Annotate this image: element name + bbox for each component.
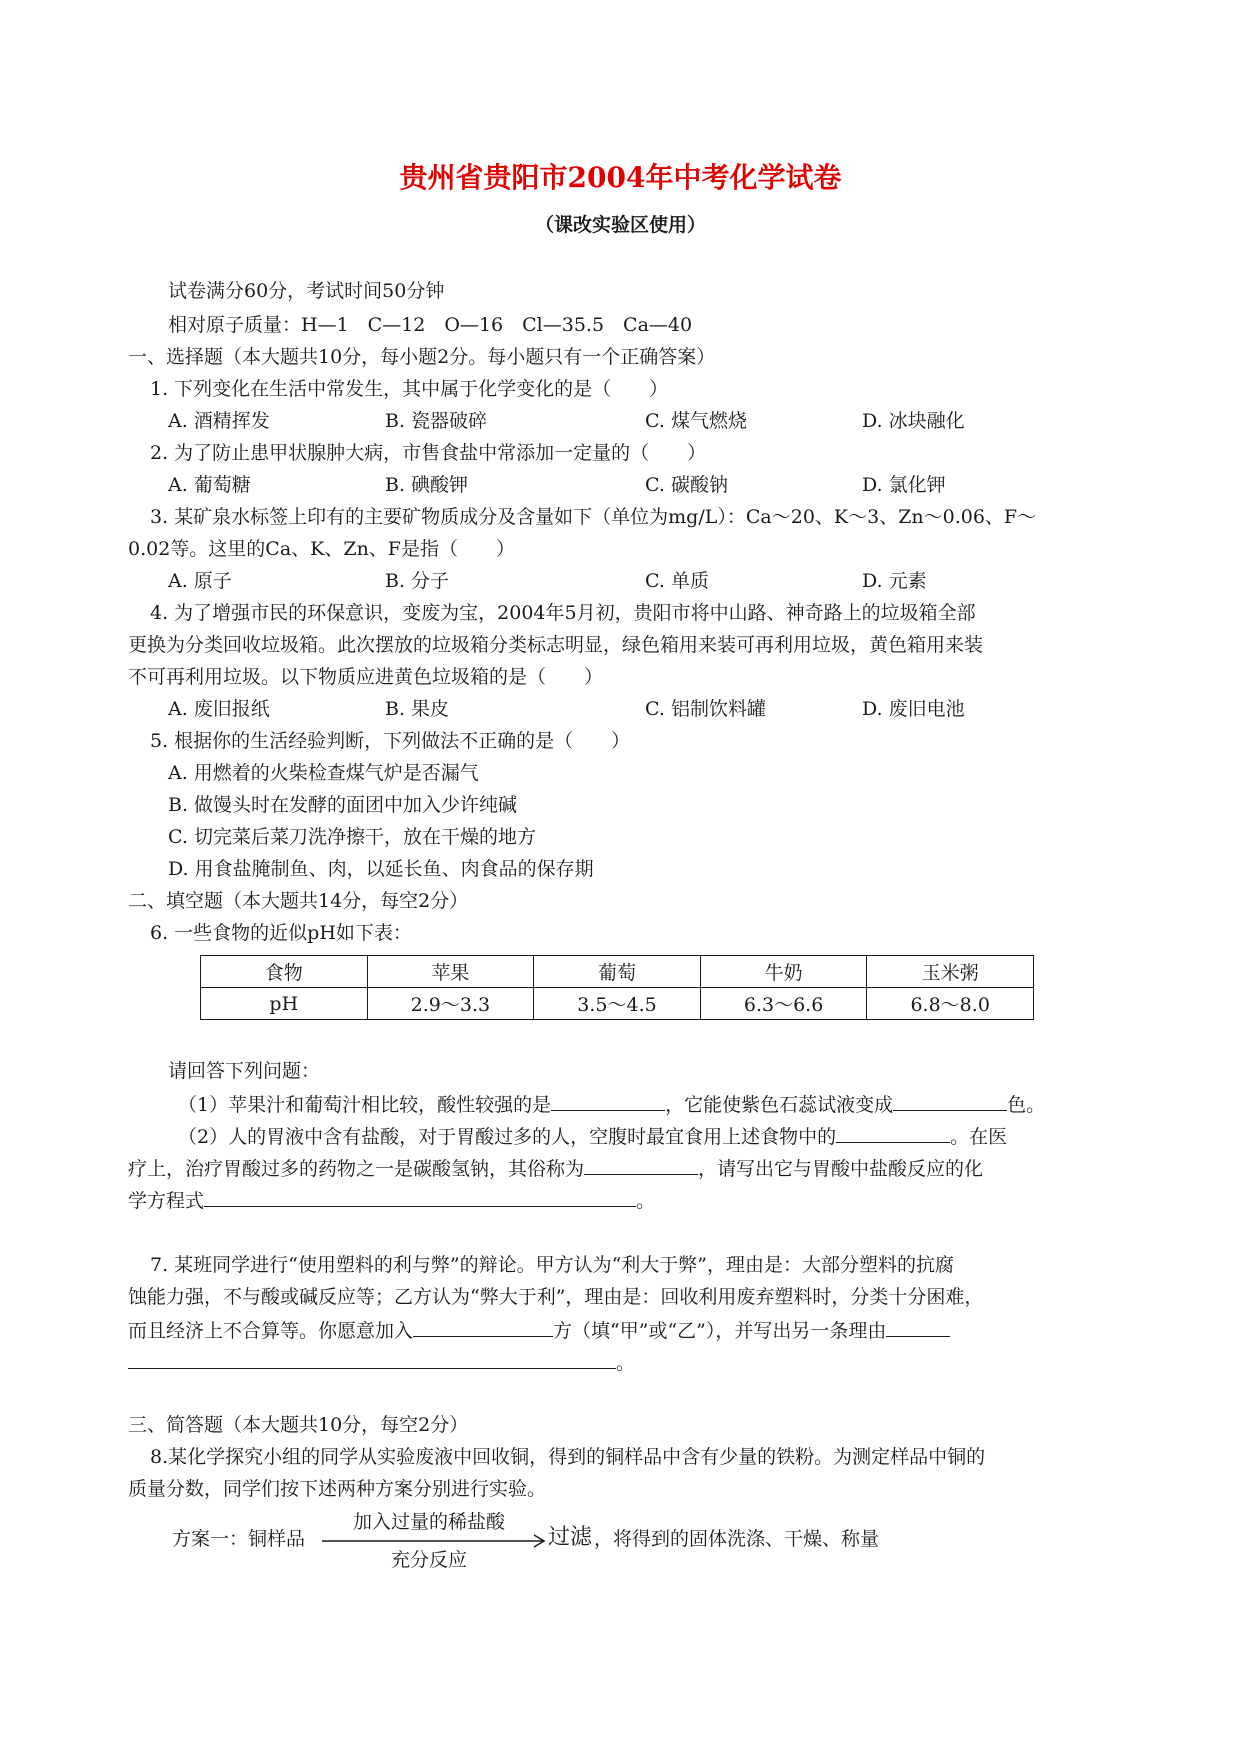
q3-option-d: D. 元素 — [862, 570, 927, 592]
q5-stem: 5. 根据你的生活经验判断，下列做法不正确的是（ ） — [150, 730, 631, 752]
q6-part2-line2-text-b: ，请写出它与胃酸中盐酸反应的化 — [698, 1158, 984, 1180]
q1-option-c: C. 煤气燃烧 — [645, 410, 747, 432]
scheme1-rest: ，将得到的固体洗涤、干燥、称量 — [594, 1528, 880, 1550]
intro-atomic-mass: 相对原子质量：H—1 C—12 O—16 Cl—35.5 Ca—40 — [168, 314, 693, 336]
q7-line1: 7. 某班同学进行“使用塑料的利与弊”的辩论。甲方认为“利大于弊”，理由是：大部分塑料的抗腐 — [150, 1254, 955, 1276]
table-header-cell: 苹果 — [367, 956, 534, 988]
q3-option-b: B. 分子 — [385, 570, 450, 592]
answer-blank[interactable] — [893, 1090, 1007, 1111]
arrow-icon — [322, 1534, 548, 1548]
q7-line2: 蚀能力强，不与酸或碱反应等；乙方认为“弊大于利”，理由是：回收利用废弃塑料时，分类十分困难， — [128, 1286, 984, 1308]
section1-heading: 一、选择题（本大题共10分，每小题2分。每小题只有一个正确答案） — [128, 346, 716, 368]
q6-part2-line3-text-b: 。 — [636, 1190, 656, 1212]
answer-blank[interactable] — [128, 1348, 616, 1369]
q2-option-c: C. 碳酸钠 — [645, 474, 728, 496]
table-header-cell: 玉米粥 — [867, 956, 1034, 988]
table-row — [201, 956, 1034, 988]
section2-heading: 二、填空题（本大题共14分，每空2分） — [128, 890, 469, 912]
arrow-top-label: 加入过量的稀盐酸 — [352, 1511, 505, 1533]
q4-stem-line3: 不可再利用垃圾。以下物质应进黄色垃圾箱的是（ ） — [128, 666, 604, 688]
q6-stem: 6. 一些食物的近似pH如下表： — [150, 922, 412, 944]
q7-line3 — [128, 1316, 950, 1344]
reaction-arrow — [322, 1510, 548, 1570]
table-header-cell: 葡萄 — [534, 956, 701, 988]
q8-line2: 质量分数，同学们按下述两种方案分别进行实验。 — [128, 1478, 547, 1500]
q2-option-a: A. 葡萄糖 — [168, 474, 251, 496]
q6-part2-line2-text-a: 疗上，治疗胃酸过多的药物之一是碳酸氢钠，其俗称为 — [128, 1158, 585, 1180]
section3-heading: 三、简答题（本大题共10分，每空2分） — [128, 1414, 469, 1436]
table-cell: 6.3～6.6 — [700, 988, 867, 1020]
q4-option-a: A. 废旧报纸 — [168, 698, 270, 720]
q7-line4-text-b: 。 — [616, 1352, 636, 1374]
scheme1-label: 方案一：铜样品 — [172, 1528, 306, 1550]
q1-option-a: A. 酒精挥发 — [168, 410, 270, 432]
answer-blank[interactable] — [204, 1186, 636, 1207]
q1-option-d: D. 冰块融化 — [862, 410, 965, 432]
q6-part2-text-a: （2）人的胃液中含有盐酸，对于胃酸过多的人，空腹时最宜食用上述食物中的 — [178, 1126, 837, 1148]
q2-option-d: D. 氯化钾 — [862, 474, 946, 496]
q1-option-b: B. 瓷器破碎 — [385, 410, 488, 432]
q5-option-a: A. 用燃着的火柴检查煤气炉是否漏气 — [168, 762, 479, 784]
q6-part2-line2 — [128, 1154, 983, 1182]
q5-option-c: C. 切完菜后菜刀洗净擦干，放在干燥的地方 — [168, 826, 536, 848]
answer-blank[interactable] — [551, 1090, 665, 1111]
arrow-bottom-label: 充分反应 — [390, 1549, 467, 1571]
table-header-cell: 牛奶 — [700, 956, 867, 988]
table-cell: 3.5～4.5 — [534, 988, 701, 1020]
exam-subtitle: （课改实验区使用） — [534, 214, 706, 236]
q4-option-b: B. 果皮 — [385, 698, 450, 720]
q5-option-b: B. 做馒头时在发酵的面团中加入少许纯碱 — [168, 794, 518, 816]
q6-part2-text-b: 。在医 — [950, 1126, 1008, 1148]
q7-line4 — [128, 1348, 635, 1376]
table-cell: pH — [201, 988, 368, 1020]
q5-option-d: D. 用食盐腌制鱼、肉，以延长鱼、肉食品的保存期 — [168, 858, 594, 880]
q2-option-b: B. 碘酸钾 — [385, 474, 469, 496]
answer-blank[interactable] — [584, 1154, 698, 1175]
q6-part2-line3 — [128, 1186, 655, 1214]
q3-stem-line2: 0.02等。这里的Ca、K、Zn、F是指（ ） — [128, 538, 515, 560]
table-cell: 2.9～3.3 — [367, 988, 534, 1020]
q3-stem-line1: 3. 某矿泉水标签上印有的主要矿物质成分及含量如下（单位为mg/L）：Ca～20、K～3、Zn～0.06、F～ — [150, 506, 1037, 528]
q6-part1-text-a: （1）苹果汁和葡萄汁相比较，酸性较强的是 — [178, 1094, 552, 1116]
q6-part1 — [178, 1090, 1045, 1118]
q8-line1: 8.某化学探究小组的同学从实验废液中回收铜，得到的铜样品中含有少量的铁粉。为测定样品中铜的 — [150, 1446, 986, 1468]
answer-blank[interactable] — [886, 1316, 950, 1337]
q6-part2-line3-text-a: 学方程式 — [128, 1190, 205, 1212]
q7-line3-text-b: 方（填“甲”或“乙”），并写出另一条理由 — [553, 1320, 887, 1342]
table-cell: 6.8～8.0 — [867, 988, 1034, 1020]
q4-option-d: D. 废旧电池 — [862, 698, 965, 720]
scheme1-filter: 过滤 — [548, 1525, 593, 1550]
q1-stem: 1. 下列变化在生活中常发生，其中属于化学变化的是（ ） — [150, 378, 669, 400]
ph-table — [200, 955, 1034, 1020]
intro-score-time: 试卷满分60分，考试时间50分钟 — [168, 280, 445, 302]
q6-prompt: 请回答下列问题： — [168, 1060, 321, 1082]
q6-part1-text-b: ，它能使紫色石蕊试液变成 — [665, 1094, 894, 1116]
table-header-cell: 食物 — [201, 956, 368, 988]
q7-line3-text-a: 而且经济上不合算等。你愿意加入 — [128, 1320, 414, 1342]
answer-blank[interactable] — [836, 1122, 950, 1143]
q3-option-a: A. 原子 — [168, 570, 232, 592]
q6-part1-text-c: 色。 — [1007, 1094, 1046, 1116]
q4-stem-line2: 更换为分类回收垃圾箱。此次摆放的垃圾箱分类标志明显，绿色箱用来装可再利用垃圾，黄色箱用来装 — [128, 634, 984, 656]
q4-stem-line1: 4. 为了增强市民的环保意识，变废为宝，2004年5月初，贵阳市将中山路、神奇路上的垃圾箱全部 — [150, 602, 976, 624]
q3-option-c: C. 单质 — [645, 570, 709, 592]
table-row — [201, 988, 1034, 1020]
q2-stem: 2. 为了防止患甲状腺肿大病，市售食盐中常添加一定量的（ ） — [150, 442, 707, 464]
q6-part2-line1 — [178, 1122, 1007, 1150]
q4-option-c: C. 铝制饮料罐 — [645, 698, 766, 720]
answer-blank[interactable] — [413, 1316, 553, 1337]
exam-title: 贵州省贵阳市2004年中考化学试卷 — [399, 161, 842, 194]
